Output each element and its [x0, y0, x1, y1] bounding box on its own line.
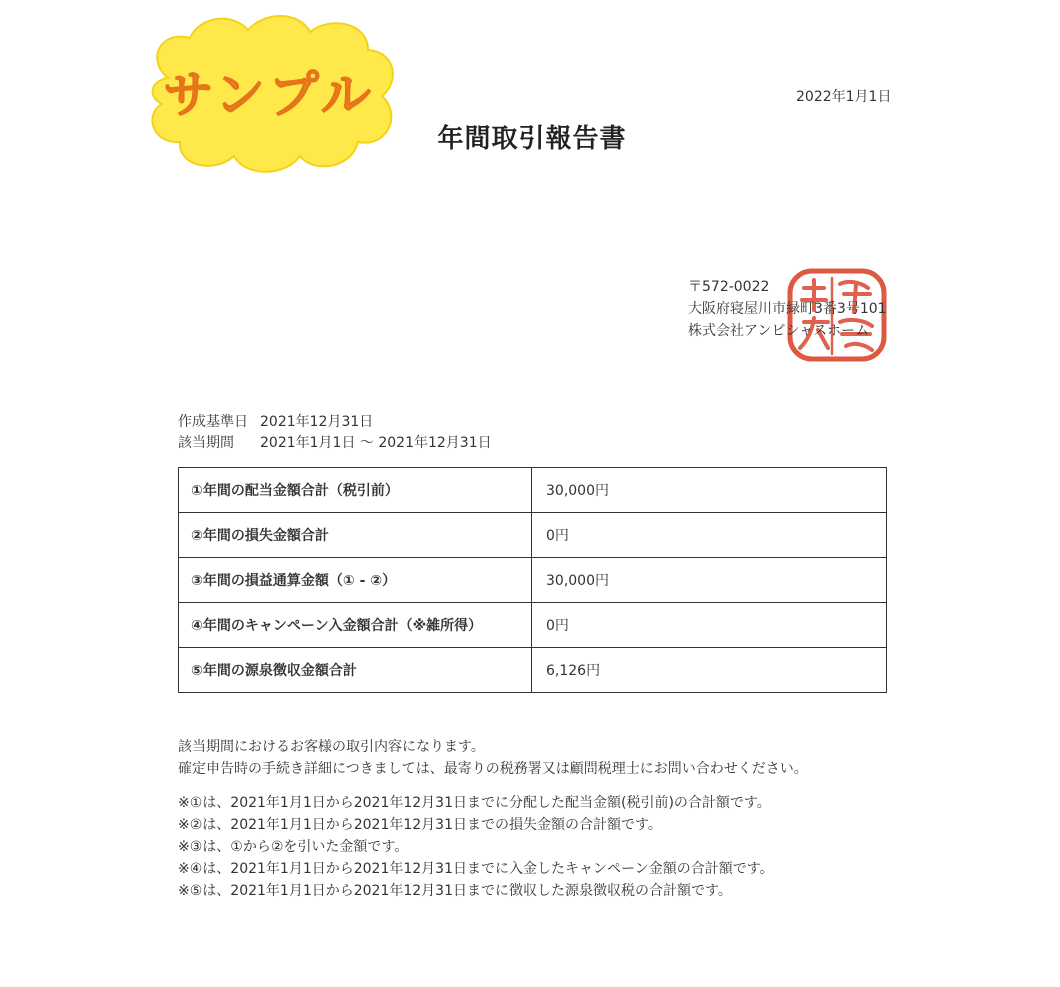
- footnote-5: ※⑤は、2021年1月1日から2021年12月31日までに徴収した源泉徴収税の合計額です。: [178, 883, 732, 899]
- period-value: 2021年1月1日 ～ 2021年12月31日: [260, 435, 492, 451]
- summary-item-label: ②年間の損失金額合計: [179, 513, 532, 558]
- sample-stamp-text: サンプル: [163, 66, 375, 124]
- issue-date: 2022年1月1日: [796, 89, 892, 105]
- document-title-text: 年間取引報告書: [437, 124, 627, 154]
- period-row: [178, 433, 492, 454]
- summary-item-value: 0円: [532, 513, 887, 558]
- base-date-value: 2021年12月31日: [260, 414, 374, 430]
- base-date-row: [178, 412, 492, 433]
- footnote-1: ※①は、2021年1月1日から2021年12月31日までに分配した配当金額(税引前)の合計額です。: [178, 795, 771, 811]
- summary-item-value: 0円: [532, 603, 887, 648]
- period-label: 該当期間: [178, 435, 234, 451]
- issuer-company: 株式会社アンビシャスホーム: [688, 323, 870, 339]
- summary-table: [178, 467, 887, 693]
- notice-block: [178, 736, 808, 780]
- base-date-label: 作成基準日: [178, 414, 248, 430]
- issuer-postal: 〒572-0022: [688, 279, 770, 295]
- issuer-block: [688, 276, 887, 342]
- summary-item-label: ⑤年間の源泉徴収金額合計: [179, 648, 532, 693]
- notice-line-2: 確定申告時の手続き詳細につきましては、最寄りの税務署又は顧問税理士にお問い合わせください。: [178, 761, 808, 777]
- summary-item-label: ①年間の配当金額合計（税引前）: [179, 468, 532, 513]
- notice-line-1: 該当期間におけるお客様の取引内容になります。: [178, 739, 485, 755]
- footnote-2: ※②は、2021年1月1日から2021年12月31日までの損失金額の合計額です。: [178, 817, 662, 833]
- table-row: [179, 468, 887, 513]
- footnote-4: ※④は、2021年1月1日から2021年12月31日までに入金したキャンペーン金額の合計額です。: [178, 861, 774, 877]
- summary-item-value: 30,000円: [532, 468, 887, 513]
- summary-item-value: 6,126円: [532, 648, 887, 693]
- report-meta: [178, 412, 492, 454]
- table-row: [179, 648, 887, 693]
- table-row: [179, 558, 887, 603]
- footnote-3: ※③は、①から②を引いた金額です。: [178, 839, 409, 855]
- document-title: [0, 118, 1060, 155]
- footnotes-block: [178, 792, 774, 902]
- summary-item-label: ④年間のキャンペーン入金額合計（※雑所得）: [179, 603, 532, 648]
- issuer-address: 大阪府寝屋川市緑町3番3号101: [688, 301, 887, 317]
- summary-item-label: ③年間の損益通算金額（① - ②）: [179, 558, 532, 603]
- summary-item-value: 30,000円: [532, 558, 887, 603]
- table-row: [179, 513, 887, 558]
- table-row: [179, 603, 887, 648]
